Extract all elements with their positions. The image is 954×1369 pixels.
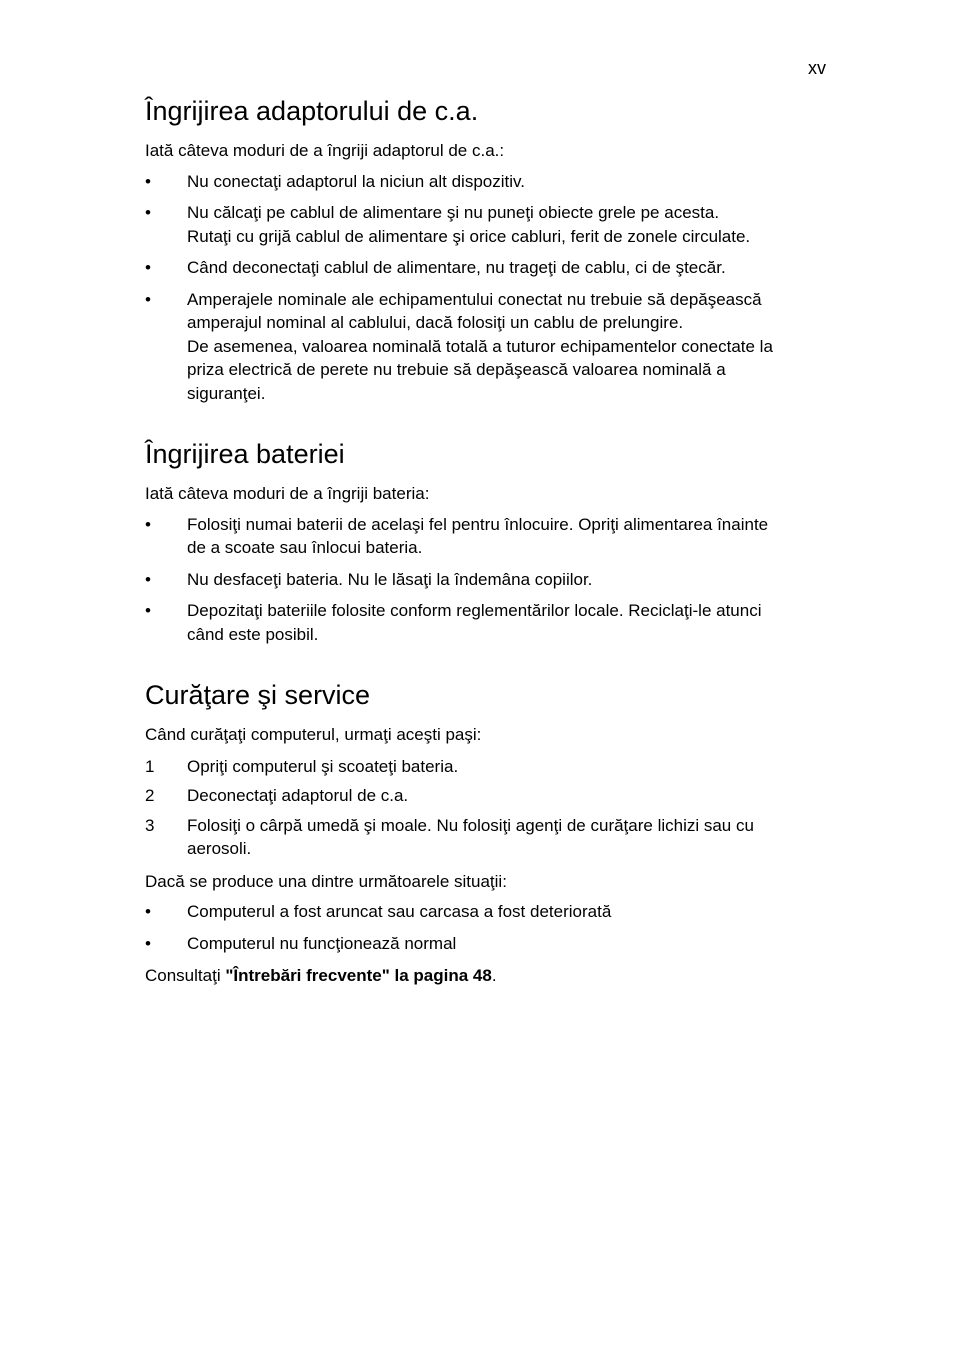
- list-item-text: Opriţi computerul şi scoateţi bateria.: [187, 756, 459, 776]
- step-number: 3: [145, 815, 155, 835]
- list-item-text: priza electrică de perete nu trebuie să depăşească valoarea nominală a: [187, 360, 726, 379]
- bullet-list: [145, 170, 835, 406]
- bullet-icon: •: [145, 933, 151, 953]
- bullet-icon: •: [145, 569, 151, 589]
- section-intro: Iată câteva moduri de a îngriji adaptorul de c.a.:: [145, 141, 505, 160]
- list-item-text: aerosoli.: [187, 839, 252, 858]
- situations-intro: Dacă se produce una dintre următoarele situaţii:: [145, 871, 507, 891]
- section-intro: Iată câteva moduri de a îngriji bateria:: [145, 484, 430, 503]
- section-adapter-care: [145, 92, 835, 405]
- faq-link[interactable]: "Întrebări frecvente" la pagina 48: [225, 966, 492, 985]
- list-item: [145, 288, 835, 406]
- list-item-text: când este posibil.: [187, 624, 319, 644]
- list-item: [145, 755, 835, 779]
- section-title: Curăţare şi service: [145, 680, 371, 710]
- list-item-text: amperajul nominal al cablului, dacă folosiţi un cablu de prelungire.: [187, 313, 684, 332]
- list-item: [145, 599, 835, 646]
- section-intro: Când curăţaţi computerul, urmaţi aceşti paşi:: [145, 725, 482, 744]
- list-item: [145, 900, 835, 924]
- list-item-text: de a scoate sau înlocui bateria.: [187, 538, 423, 557]
- list-item-text: Folosiţi numai baterii de acelaşi fel pentru înlocuire. Opriţi alimentarea înainte: [187, 514, 769, 534]
- bullet-icon: •: [145, 258, 151, 277]
- list-item: [145, 568, 835, 592]
- bullet-icon: •: [145, 514, 151, 534]
- document-content: [145, 92, 835, 988]
- list-item-text: Când deconectaţi cablul de alimentare, nu trageţi de cablu, ci de ştecăr.: [187, 258, 726, 277]
- bullet-icon: •: [145, 289, 151, 309]
- list-item-text: Depozitaţi bateriile folosite conform reglementărilor locale. Reciclaţi-le atunci: [187, 601, 762, 620]
- bullet-icon: •: [145, 171, 151, 191]
- list-item: [145, 932, 835, 956]
- consult-note: [145, 964, 835, 988]
- list-item-text: Rutaţi cu grijă cablul de alimentare şi orice cabluri, ferit de zonele circulate.: [187, 226, 751, 246]
- list-item-text: Folosiţi o cârpă umedă şi moale. Nu folosiţi agenţi de curăţare lichizi sau cu: [187, 815, 754, 835]
- step-number: 1: [145, 756, 155, 776]
- list-item: [145, 784, 835, 808]
- list-item-text: Nu călcaţi pe cablul de alimentare şi nu puneţi obiecte grele pe acesta.: [187, 203, 720, 222]
- section-title: Îngrijirea bateriei: [145, 439, 345, 469]
- consult-suffix: .: [491, 966, 497, 985]
- numbered-list: [145, 755, 835, 861]
- list-item-text: Nu conectaţi adaptorul la niciun alt dispozitiv.: [187, 171, 525, 191]
- list-item: [145, 256, 835, 280]
- page-number: xv: [808, 58, 826, 78]
- list-item-text: Amperajele nominale ale echipamentului conectat nu trebuie să depăşească: [187, 289, 762, 309]
- list-item-text: Computerul a fost aruncat sau carcasa a fost deteriorată: [187, 902, 612, 921]
- step-number: 2: [145, 786, 155, 805]
- bullet-icon: •: [145, 203, 151, 222]
- list-item: [145, 814, 835, 861]
- section-title: Îngrijirea adaptorului de c.a.: [145, 96, 479, 126]
- section-cleaning-service: [145, 676, 835, 988]
- consult-prefix: Consultaţi: [145, 966, 226, 985]
- bullet-icon: •: [145, 902, 151, 921]
- bullet-list: [145, 513, 835, 647]
- list-item-text: De asemenea, valoarea nominală totală a tuturor echipamentelor conectate la: [187, 336, 773, 356]
- list-item-text: Computerul nu funcţionează normal: [187, 933, 457, 953]
- bullet-icon: •: [145, 601, 151, 620]
- bullet-list: [145, 900, 835, 955]
- list-item: [145, 201, 835, 248]
- list-item: [145, 170, 835, 194]
- list-item: [145, 513, 835, 560]
- list-item-text: siguranţei.: [187, 383, 266, 403]
- section-battery-care: [145, 435, 835, 646]
- list-item-text: Nu desfaceţi bateria. Nu le lăsaţi la îndemâna copiilor.: [187, 569, 593, 589]
- list-item-text: Deconectaţi adaptorul de c.a.: [187, 786, 409, 805]
